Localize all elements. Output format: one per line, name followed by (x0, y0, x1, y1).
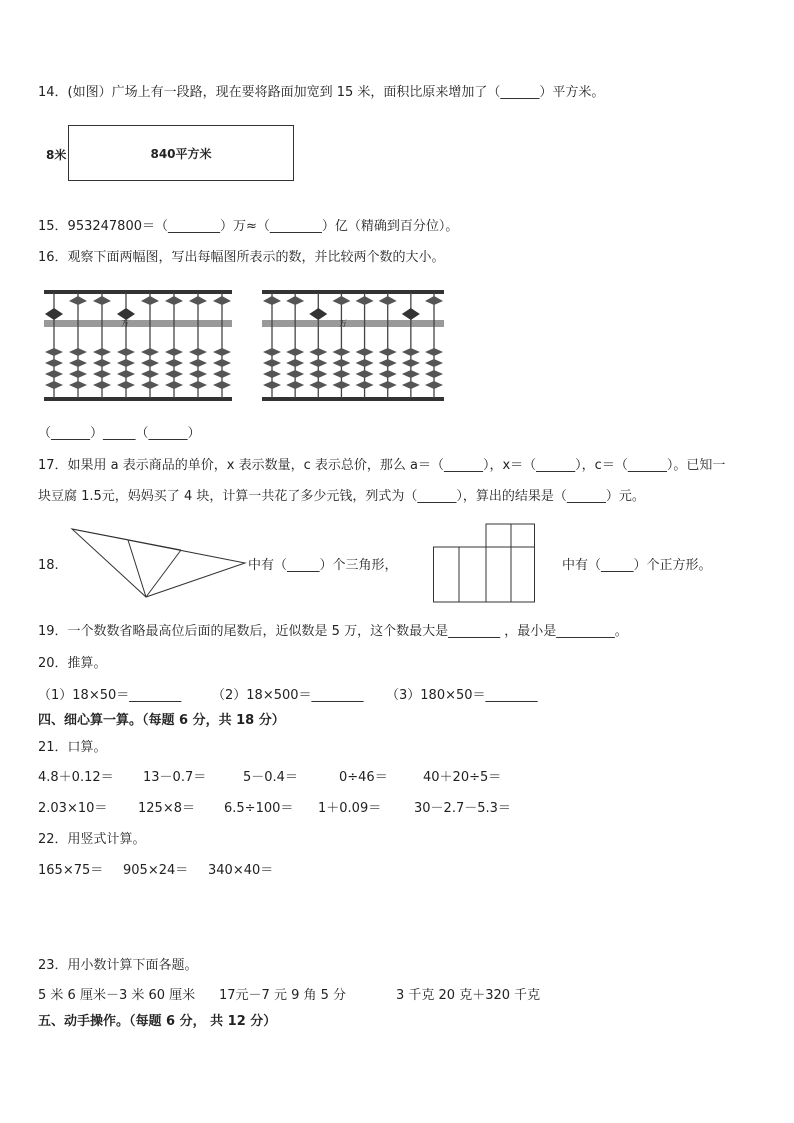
abacus-lower-bead (165, 381, 183, 389)
abacus-lower-bead (189, 381, 207, 389)
abacus-lower-bead (332, 381, 350, 389)
abacus-lower-bead (165, 348, 183, 356)
abacus-lower-bead (141, 348, 159, 356)
abacus-upper-bead (189, 296, 207, 305)
q16-text: 16．观察下面两幅图，写出每幅图所表示的数，并比较两个数的大小。 (38, 250, 445, 265)
q22-item-3: 340×40＝ (208, 863, 274, 878)
abacus-lower-bead (379, 370, 397, 378)
abacus-lower-bead (93, 348, 111, 356)
abacus-lower-bead (309, 348, 327, 356)
abacus-lower-bead (425, 348, 443, 356)
q18-square-text: 中有（_____）个正方形。 (562, 558, 712, 573)
q20-item-3: （3）180×50＝________ (386, 688, 538, 703)
abacus-lower-bead (356, 348, 374, 356)
abacus-lower-bead (402, 359, 420, 367)
abacus-upper-bead (356, 296, 374, 305)
abacus-lower-bead (141, 359, 159, 367)
q14-figure-area-label: 840平方米 (150, 146, 212, 161)
abacus-lower-bead (213, 370, 231, 378)
abacus-lower-bead (286, 370, 304, 378)
q14-text: 14．(如图）广场上有一段路，现在要将路面加宽到 15 米，面积比原来增加了（______）平方米。 (38, 85, 605, 100)
abacus-lower-bead (379, 348, 397, 356)
abacus-upper-bead (69, 296, 87, 305)
abacus-lower-bead (69, 381, 87, 389)
q21-row1-4: 0÷46＝ (339, 770, 388, 785)
abacus-lower-bead (286, 381, 304, 389)
abacus-left-place-mark: 万 (121, 319, 129, 328)
abacus-lower-bead (45, 381, 63, 389)
q21-row1-2: 13－0.7＝ (143, 770, 207, 785)
q18-square-figure (432, 522, 538, 604)
q20-item-1: （1）18×50＝________ (38, 688, 182, 703)
abacus-lower-bead (402, 348, 420, 356)
section-5-title: 五、动手操作。（每题 6 分， 共 12 分） (38, 1014, 277, 1029)
q21-row1-1: 4.8＋0.12＝ (38, 770, 114, 785)
abacus-lower-bead (425, 359, 443, 367)
abacus-lower-bead (45, 359, 63, 367)
q16-answer-blanks: （______）_____（______） (38, 426, 201, 441)
abacus-upper-bead (379, 296, 397, 305)
section-4-title: 四、细心算一算。（每题 6 分，共 18 分） (38, 713, 285, 728)
abacus-beam (262, 320, 444, 327)
abacus-upper-bead (93, 296, 111, 305)
q21-row1-5: 40＋20÷5＝ (423, 770, 502, 785)
q22-item-2: 905×24＝ (123, 863, 189, 878)
abacus-lower-bead (263, 348, 281, 356)
abacus-lower-bead (332, 348, 350, 356)
abacus-lower-bead (117, 359, 135, 367)
abacus-lower-bead (165, 359, 183, 367)
abacus-top-frame (44, 290, 232, 294)
abacus-lower-bead (213, 381, 231, 389)
abacus-right (262, 287, 444, 405)
abacus-left (44, 287, 232, 405)
abacus-lower-bead (379, 359, 397, 367)
abacus-lower-bead (117, 370, 135, 378)
abacus-upper-bead (263, 296, 281, 305)
abacus-upper-bead (213, 296, 231, 305)
abacus-upper-bead (332, 296, 350, 305)
q18-triangle-text: 中有（_____）个三角形， (248, 558, 398, 573)
q19-text: 19．一个数数省略最高位后面的尾数后，近似数是 5 万，这个数最大是________ ，最小是_________。 (38, 624, 628, 639)
q21-row2-1: 2.03×10＝ (38, 801, 108, 816)
abacus-bottom-frame (262, 397, 444, 401)
abacus-lower-bead (356, 370, 374, 378)
q21-row2-3: 6.5÷100＝ (224, 801, 294, 816)
q14-figure-side-label: 8米 (46, 148, 67, 162)
q23-title: 23．用小数计算下面各题。 (38, 958, 198, 973)
abacus-lower-bead (425, 370, 443, 378)
abacus-lower-bead (356, 359, 374, 367)
abacus-lower-bead (309, 370, 327, 378)
abacus-lower-bead (69, 348, 87, 356)
q18-number: 18. (38, 558, 59, 573)
abacus-lower-bead (402, 381, 420, 389)
abacus-lower-bead (263, 381, 281, 389)
q23-item-2: 17元－7 元 9 角 5 分 (219, 988, 347, 1003)
abacus-upper-bead (309, 308, 327, 320)
q23-item-3: 3 千克 20 克＋320 千克 (396, 988, 541, 1003)
q17-line1: 17．如果用 a 表示商品的单价，x 表示数量，c 表示总价，那么 a＝（______），x＝（______），c＝（______）。已知一 (38, 458, 726, 473)
q17-line2: 块豆腐 1.5元，妈妈买了 4 块，计算一共花了多少元钱，列式为（______），算出的结果是（______）元。 (38, 489, 645, 504)
abacus-lower-bead (69, 370, 87, 378)
abacus-lower-bead (93, 370, 111, 378)
abacus-lower-bead (189, 359, 207, 367)
abacus-lower-bead (263, 370, 281, 378)
q14-road-rectangle (68, 125, 294, 181)
abacus-lower-bead (141, 381, 159, 389)
q22-item-1: 165×75＝ (38, 863, 104, 878)
q21-row2-4: 1＋0.09＝ (318, 801, 382, 816)
q21-row1-3: 5－0.4＝ (243, 770, 298, 785)
abacus-lower-bead (425, 381, 443, 389)
abacus-lower-bead (356, 381, 374, 389)
q20-title: 20．推算。 (38, 656, 107, 671)
q21-row2-2: 125×8＝ (138, 801, 195, 816)
abacus-lower-bead (286, 348, 304, 356)
abacus-lower-bead (45, 370, 63, 378)
abacus-lower-bead (117, 381, 135, 389)
abacus-bottom-frame (44, 397, 232, 401)
abacus-lower-bead (402, 370, 420, 378)
abacus-lower-bead (189, 370, 207, 378)
abacus-beam (44, 320, 232, 327)
abacus-lower-bead (141, 370, 159, 378)
q15-text: 15．953247800＝（________）万≈（________）亿（精确到百分位）。 (38, 219, 459, 234)
abacus-lower-bead (309, 381, 327, 389)
abacus-lower-bead (379, 381, 397, 389)
abacus-lower-bead (117, 348, 135, 356)
abacus-lower-bead (213, 359, 231, 367)
abacus-lower-bead (69, 359, 87, 367)
abacus-upper-bead (165, 296, 183, 305)
abacus-lower-bead (189, 348, 207, 356)
abacus-lower-bead (309, 359, 327, 367)
abacus-lower-bead (332, 370, 350, 378)
q21-title: 21．口算。 (38, 740, 107, 755)
q20-item-2: （2）18×500＝________ (212, 688, 364, 703)
abacus-upper-bead (45, 308, 63, 320)
abacus-upper-bead (425, 296, 443, 305)
abacus-lower-bead (165, 370, 183, 378)
q23-item-1: 5 米 6 厘米－3 米 60 厘米 (38, 988, 196, 1003)
abacus-lower-bead (213, 348, 231, 356)
q21-row2-5: 30－2.7－5.3＝ (414, 801, 511, 816)
q22-title: 22．用竖式计算。 (38, 832, 146, 847)
abacus-right-place-mark: 万 (339, 319, 347, 328)
abacus-upper-bead (141, 296, 159, 305)
abacus-lower-bead (93, 381, 111, 389)
q18-triangle-figure (70, 527, 248, 601)
abacus-upper-bead (402, 308, 420, 320)
abacus-lower-bead (332, 359, 350, 367)
abacus-upper-bead (286, 296, 304, 305)
abacus-lower-bead (263, 359, 281, 367)
abacus-top-frame (262, 290, 444, 294)
abacus-lower-bead (45, 348, 63, 356)
abacus-lower-bead (93, 359, 111, 367)
abacus-lower-bead (286, 359, 304, 367)
